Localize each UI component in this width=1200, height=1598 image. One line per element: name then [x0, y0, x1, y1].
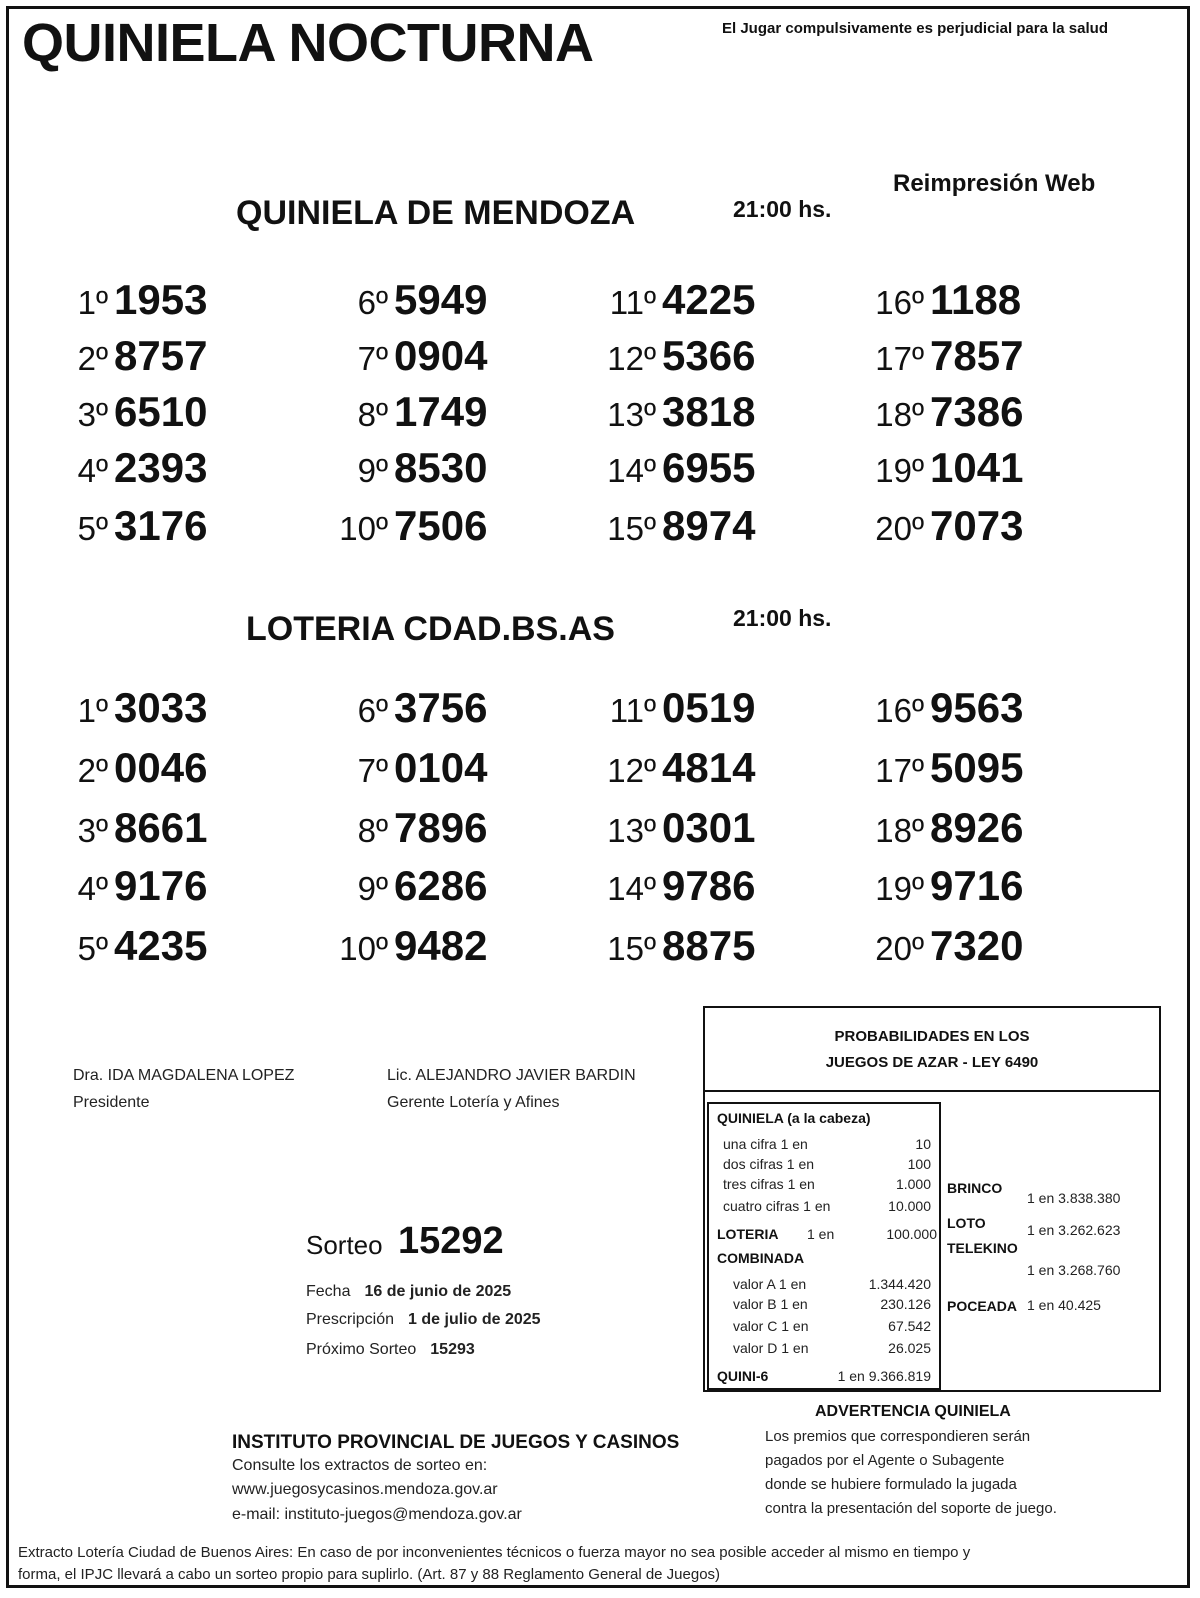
probabilities-inner-box [707, 1102, 941, 1390]
draw-position: 20º [875, 510, 924, 547]
draw-result [320, 276, 487, 324]
institute-website: www.juegosycasinos.mendoza.gov.ar [232, 1481, 498, 1498]
proximo-row [306, 1341, 475, 1359]
draw-position: 14º [607, 870, 656, 907]
probabilities-box [703, 1006, 1161, 1392]
signature-role: Presidente [73, 1094, 150, 1111]
draw-position: 6º [357, 692, 388, 729]
fecha-label: Fecha [306, 1283, 351, 1300]
draw-result [596, 922, 755, 970]
draw-position: 17º [875, 752, 924, 789]
footer-line-2: forma, el IPJC llevará a cabo un sorteo propio para suplirlo. (Art. 87 y 88 Reglamento General de Juegos) [18, 1566, 721, 1583]
draw-number: 7320 [930, 922, 1024, 969]
draw-number: 6286 [394, 862, 488, 909]
loteria-prob-value: 100.000 [886, 1226, 937, 1242]
draw-position: 8º [357, 396, 388, 433]
draw-result [866, 444, 1023, 492]
bsas-title: LOTERIA CDAD.BS.AS [246, 610, 615, 648]
draw-number: 8757 [114, 332, 208, 379]
draw-result [596, 684, 755, 732]
draw-result [596, 502, 755, 550]
draw-result [60, 862, 207, 910]
draw-result [320, 744, 487, 792]
poceada-prob-value: 1 en 40.425 [1027, 1297, 1101, 1313]
draw-result [866, 744, 1023, 792]
draw-result [866, 684, 1023, 732]
draw-number: 4235 [114, 922, 208, 969]
draw-position: 18º [875, 396, 924, 433]
draw-number: 9563 [930, 684, 1024, 731]
draw-position: 4º [77, 452, 108, 489]
advertencia-line: contra la presentación del soporte de juego. [765, 1500, 1057, 1517]
draw-result [60, 744, 207, 792]
prob-label: una cifra 1 en [723, 1136, 808, 1152]
page-title: QUINIELA NOCTURNA [22, 13, 594, 73]
draw-number: 8661 [114, 804, 208, 851]
institute-email: e-mail: instituto-juegos@mendoza.gov.ar [232, 1506, 522, 1523]
mendoza-title: QUINIELA DE MENDOZA [236, 194, 636, 232]
draw-number: 4814 [662, 744, 756, 791]
draw-result [866, 332, 1023, 380]
draw-result [596, 332, 755, 380]
sorteo-number: 15292 [398, 1220, 504, 1262]
prob-label: valor B 1 en [733, 1296, 808, 1312]
probabilities-title-1: PROBABILIDADES EN LOS [834, 1028, 1030, 1045]
prob-value: 1.000 [895, 1176, 931, 1192]
telekino-prob-label: TELEKINO [947, 1240, 1018, 1256]
prescripcion-label: Prescripción [306, 1311, 395, 1328]
draw-result [596, 388, 755, 436]
health-warning: El Jugar compulsivamente es perjudicial para la salud [722, 20, 1108, 37]
draw-position: 14º [607, 452, 656, 489]
draw-position: 9º [357, 452, 388, 489]
draw-position: 19º [875, 452, 924, 489]
draw-result [596, 804, 755, 852]
draw-position: 3º [77, 812, 108, 849]
draw-number: 7073 [930, 502, 1024, 549]
loteria-prob-label: LOTERIA [717, 1226, 779, 1242]
draw-position: 15º [607, 510, 656, 547]
draw-number: 1188 [930, 276, 1022, 323]
draw-number: 9176 [114, 862, 208, 909]
draw-position: 13º [607, 396, 656, 433]
draw-position: 6º [357, 284, 388, 321]
draw-position: 8º [357, 812, 388, 849]
draw-position: 16º [875, 284, 924, 321]
draw-result [60, 388, 207, 436]
draw-number: 8974 [662, 502, 756, 549]
draw-result [60, 502, 207, 550]
quiniela-prob-title: QUINIELA (a la cabeza) [717, 1110, 871, 1126]
draw-number: 8875 [662, 922, 756, 969]
signature-president [73, 1062, 294, 1116]
draw-number: 0904 [394, 332, 488, 379]
draw-result [320, 862, 487, 910]
draw-result [320, 502, 487, 550]
draw-position: 5º [77, 510, 108, 547]
draw-number: 0519 [662, 684, 756, 731]
draw-position: 2º [77, 752, 108, 789]
draw-result [60, 922, 207, 970]
loto-prob-value: 1 en 3.262.623 [1027, 1222, 1121, 1238]
draw-number: 5949 [394, 276, 488, 323]
draw-result [60, 804, 207, 852]
draw-position: 1º [77, 284, 108, 321]
prob-value: 10 [915, 1136, 931, 1152]
brinco-prob-label: BRINCO [947, 1180, 1003, 1196]
draw-number: 6510 [114, 388, 208, 435]
fecha-row [306, 1283, 511, 1301]
mendoza-time: 21:00 hs. [733, 196, 832, 222]
signature-manager [387, 1062, 636, 1116]
signature-role: Gerente Lotería y Afines [387, 1094, 560, 1111]
quini6-prob-value: 1 en 9.366.819 [837, 1368, 931, 1384]
draw-number: 3176 [114, 502, 208, 549]
draw-number: 9716 [930, 862, 1024, 909]
draw-result [866, 502, 1023, 550]
draw-result [60, 332, 207, 380]
draw-result [320, 388, 487, 436]
draw-result [60, 684, 207, 732]
draw-number: 3818 [662, 388, 756, 435]
draw-number: 7896 [394, 804, 488, 851]
draw-result [320, 804, 487, 852]
loto-prob-label: LOTO [947, 1215, 986, 1231]
prob-value: 1.344.420 [868, 1276, 931, 1292]
prob-value: 26.025 [888, 1340, 931, 1356]
draw-number: 3756 [394, 684, 488, 731]
combinada-prob-title: COMBINADA [717, 1250, 805, 1266]
footer-line-1: Extracto Lotería Ciudad de Buenos Aires: En caso de por inconvenientes técnicos o fuerza mayor no sea posible acceder al mismo en tiempo y [18, 1544, 971, 1561]
telekino-prob-value: 1 en 3.268.760 [1027, 1262, 1121, 1278]
prob-label: valor D 1 en [733, 1340, 809, 1356]
draw-number: 5366 [662, 332, 756, 379]
draw-position: 17º [875, 340, 924, 377]
draw-position: 7º [357, 340, 388, 377]
draw-number: 0301 [662, 804, 756, 851]
draw-number: 3033 [114, 684, 208, 731]
quini6-prob-label: QUINI-6 [717, 1368, 769, 1384]
draw-result [866, 388, 1023, 436]
advertencia-line: Los premios que correspondieren serán [765, 1428, 1031, 1445]
draw-number: 7506 [394, 502, 488, 549]
draw-number: 0046 [114, 744, 208, 791]
fecha-value: 16 de junio de 2025 [364, 1283, 512, 1300]
draw-position: 3º [77, 396, 108, 433]
draw-position: 1º [77, 692, 108, 729]
prob-label: dos cifras 1 en [723, 1156, 815, 1172]
draw-number: 7857 [930, 332, 1024, 379]
prescripcion-value: 1 de julio de 2025 [408, 1311, 541, 1328]
draw-result [596, 744, 755, 792]
draw-number: 0104 [394, 744, 488, 791]
bsas-time: 21:00 hs. [733, 605, 832, 631]
advertencia-line: pagados por el Agente o Subagente [765, 1452, 1005, 1469]
loteria-prob-en: 1 en [807, 1226, 835, 1242]
draw-number: 1749 [394, 388, 488, 435]
institute-consult: Consulte los extractos de sorteo en: [232, 1457, 488, 1474]
draw-position: 10º [339, 510, 388, 547]
draw-position: 5º [77, 930, 108, 967]
draw-result [596, 862, 755, 910]
prob-value: 230.126 [880, 1296, 931, 1312]
sorteo-label: Sorteo [306, 1230, 383, 1260]
draw-result [596, 276, 755, 324]
prob-label: cuatro cifras 1 en [723, 1198, 831, 1214]
reprint-label: Reimpresión Web [893, 170, 1096, 197]
draw-result [866, 804, 1023, 852]
prob-label: valor A 1 en [733, 1276, 807, 1292]
prob-value: 10.000 [888, 1198, 931, 1214]
draw-number: 2393 [114, 444, 208, 491]
draw-position: 10º [339, 930, 388, 967]
probabilities-title-2: JUEGOS DE AZAR - LEY 6490 [825, 1054, 1039, 1071]
draw-position: 19º [875, 870, 924, 907]
draw-result [60, 276, 207, 324]
proximo-value: 15293 [430, 1341, 475, 1358]
draw-position: 12º [607, 340, 656, 377]
prob-value: 100 [907, 1156, 931, 1172]
draw-number: 7386 [930, 388, 1024, 435]
institute-title: INSTITUTO PROVINCIAL DE JUEGOS Y CASINOS [232, 1432, 680, 1453]
signature-name: Lic. ALEJANDRO JAVIER BARDIN [387, 1067, 636, 1084]
draw-number: 9482 [394, 922, 488, 969]
prob-label: valor C 1 en [733, 1318, 809, 1334]
draw-number: 6955 [662, 444, 756, 491]
draw-number: 1041 [930, 444, 1024, 491]
draw-result [320, 444, 487, 492]
draw-result [866, 862, 1023, 910]
draw-position: 7º [357, 752, 388, 789]
draw-result [60, 444, 207, 492]
proximo-label: Próximo Sorteo [306, 1341, 417, 1358]
draw-position: 12º [607, 752, 656, 789]
draw-number: 8926 [930, 804, 1024, 851]
draw-position: 4º [77, 870, 108, 907]
draw-position: 18º [875, 812, 924, 849]
draw-position: 9º [357, 870, 388, 907]
prescripcion-row [306, 1311, 541, 1329]
poceada-prob-label: POCEADA [947, 1298, 1018, 1314]
draw-number: 9786 [662, 862, 756, 909]
draw-result [596, 444, 755, 492]
brinco-prob-value: 1 en 3.838.380 [1027, 1190, 1121, 1206]
draw-position: 2º [77, 340, 108, 377]
draw-number: 5095 [930, 744, 1024, 791]
draw-position: 20º [875, 930, 924, 967]
draw-result [320, 922, 487, 970]
draw-position: 11º [609, 692, 656, 729]
draw-number: 4225 [662, 276, 756, 323]
draw-number: 8530 [394, 444, 488, 491]
prob-value: 67.542 [888, 1318, 931, 1334]
draw-position: 15º [607, 930, 656, 967]
prob-label: tres cifras 1 en [723, 1176, 815, 1192]
signature-name: Dra. IDA MAGDALENA LOPEZ [73, 1067, 295, 1084]
draw-result [866, 922, 1023, 970]
draw-result [866, 276, 1021, 324]
draw-position: 13º [607, 812, 656, 849]
draw-result [320, 332, 487, 380]
draw-position: 11º [609, 284, 656, 321]
advertencia-line: donde se hubiere formulado la jugada [765, 1476, 1017, 1493]
probabilities-header [705, 1008, 1159, 1092]
draw-number: 1953 [114, 276, 208, 323]
draw-position: 16º [875, 692, 924, 729]
advertencia-title: ADVERTENCIA QUINIELA [815, 1403, 1011, 1420]
draw-result [320, 684, 487, 732]
